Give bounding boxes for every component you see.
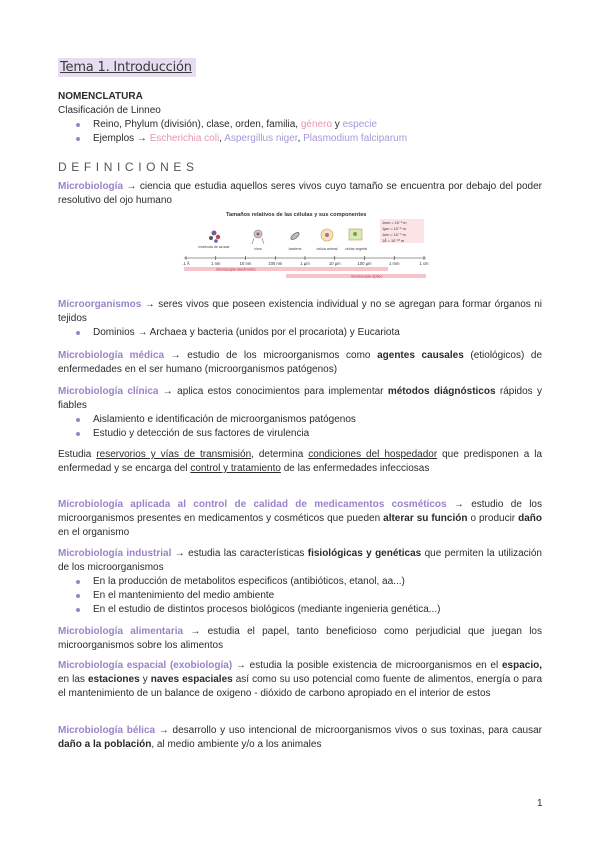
separator: ,	[297, 133, 304, 144]
list-item-text: Reino, Phylum (división), clase, orden, familia,	[93, 119, 301, 130]
paragraph-text: Estudia	[58, 449, 97, 460]
definition-text: que permiten la utilización de los microorganismos	[58, 548, 542, 573]
bold-text: daño	[518, 513, 543, 524]
page-number: 1	[537, 798, 543, 809]
definition-text: en el organismo	[58, 527, 130, 538]
definition-text: rápidos y fiables	[58, 386, 543, 411]
example-species: Aspergillus niger	[224, 133, 298, 144]
figure-label: célula vegetal	[345, 247, 367, 251]
figure-title: Tamaños relativos de las células y sus componentes	[226, 212, 367, 218]
calidad-definition	[58, 498, 542, 540]
electron-microscope-range	[184, 267, 388, 271]
alimentaria-definition	[58, 625, 542, 653]
term: Microbiología bélica	[58, 725, 156, 736]
definition-text: → estudia las características	[171, 548, 308, 559]
scale-tick-label: .1 Å	[182, 261, 190, 266]
term: Microbiología alimentaria	[58, 626, 184, 637]
definition-text: → estudia el papel, tanto beneficioso como perjudicial que juegan los microorganismos sobre los alimentos	[58, 626, 542, 651]
list-item: Aislamiento e identificación de microorganismos patógenos	[58, 413, 542, 427]
scale-tick-label: 100 µm	[357, 261, 372, 266]
definition-text: → aplica estos conocimientos para implementar	[158, 386, 388, 397]
bold-text: alterar su función	[383, 513, 468, 524]
list-item	[58, 132, 542, 146]
bold-text: naves espaciales	[150, 674, 233, 685]
list-item: Dominios → Archaea y bacteria (unidos por el procariota) y Eucariota	[58, 326, 542, 340]
example-species: Escherichia coli	[149, 133, 220, 144]
underlined-text: condiciones del hospedador	[308, 449, 438, 460]
scale-tick-label: 10 µm	[328, 261, 341, 266]
underlined-text: reservorios y vías de transmisión	[96, 449, 252, 460]
definition-text: → seres vivos que poseen existencia individual y no se agregan para formar órganos ni tejidos	[58, 299, 542, 324]
cell-size-figure	[176, 208, 430, 288]
definition-text: → estudia la posible existencia de microorganismos en el	[232, 660, 502, 671]
belica-definition	[58, 724, 542, 752]
nomenclatura-heading: NOMENCLATURA	[58, 91, 143, 102]
definiciones-heading: DEFINICIONES	[58, 160, 199, 174]
espacial-definition	[58, 659, 542, 701]
bold-text: espacio,	[501, 660, 542, 671]
clinica-definition	[58, 385, 542, 441]
scale-tick-label: 1 µm	[300, 261, 310, 266]
definition-text: o producir	[467, 513, 519, 524]
scale-tick-label: 1 nm	[211, 261, 221, 266]
electron-microscope-label: microscopio electrónico	[216, 267, 256, 272]
microorganismos-list	[58, 326, 542, 340]
optical-microscope-label: microscopio óptico	[351, 274, 383, 279]
figure-label: virus	[254, 247, 262, 251]
unit-line: 1mm = 10⁻³ m	[382, 221, 407, 225]
unit-line: 1Å = 10⁻¹⁰ m	[382, 239, 405, 243]
list-item-text: Ejemplos →	[93, 133, 150, 144]
paragraph-text: que predisponen a la enfermedad y se encarga del	[58, 449, 543, 474]
nomenclatura-list	[58, 118, 542, 146]
list-item: Estudio y detección de sus factores de virulencia	[58, 427, 542, 441]
list-item-text: y	[332, 119, 343, 130]
industrial-definition	[58, 547, 542, 617]
figure-label: molécula de azúcar	[198, 245, 230, 249]
separator: ,	[219, 133, 225, 144]
term: Microbiología aplicada al control de calidad de medicamentos cosméticos	[58, 499, 447, 510]
definition-text: → estudio de los microorganismos como	[164, 350, 378, 361]
clinica-list	[58, 413, 542, 441]
term: Microbiología espacial (exobiología)	[58, 660, 233, 671]
bold-text: agentes causales	[377, 350, 464, 361]
definition-text: , al medio ambiente y/o a los animales	[151, 739, 322, 750]
scale-tick-label: 100 nm	[268, 261, 283, 266]
figure-label: célula animal	[316, 247, 338, 251]
figure-label: bacteria	[288, 247, 302, 251]
example-species: Plasmodium falciparum	[303, 133, 408, 144]
definition-text: (etiológicos) de enfermedades en el ser humano (microorganismos patógenos)	[58, 350, 543, 375]
genero-term: género	[300, 119, 333, 130]
definition-text: en las	[58, 674, 88, 685]
medica-definition	[58, 349, 542, 377]
paragraph-text: , determina	[251, 449, 309, 460]
paragraph-text: de las enfermedades infecciosas	[280, 463, 430, 474]
definition-text: → desarrollo y uso intencional de microorganismos vivos o sus toxinas, para causar	[155, 725, 542, 736]
term: Microbiología industrial	[58, 548, 172, 559]
bold-text: estaciones	[87, 674, 140, 685]
definition-text: → ciencia que estudia aquellos seres vivos cuyo tamaño se encuentra por debajo del poder resolutivo del ojo humano	[58, 181, 542, 206]
term: Microorganismos	[58, 299, 142, 310]
term: Microbiología clínica	[58, 386, 159, 397]
definition-text: así como su uso potencial como fuente de alimentos, energía o para el mantenimiento de un balance de oxigeno - dióxido de carbono apropiado en el interior de estos	[58, 674, 543, 699]
list-item	[58, 118, 542, 132]
underlined-text: control y tratamiento	[190, 463, 281, 474]
page-title: Tema 1. Introducción	[58, 58, 196, 77]
list-item: En la producción de metabolitos especificos (antibióticos, etanol, aa...)	[58, 575, 542, 589]
term: Microbiología médica	[58, 350, 165, 361]
unit-line: 1µm = 10⁻⁶ m	[382, 227, 406, 231]
definition-text: y	[139, 674, 151, 685]
list-item: En el estudio de distintos procesos biológicos (mediante ingenieria genética...)	[58, 603, 542, 617]
list-item: En el mantenimiento del medio ambiente	[58, 589, 542, 603]
microbiologia-definition	[58, 180, 542, 208]
microorganismos-definition	[58, 298, 542, 340]
scale-tick-label: 1 mm	[389, 261, 400, 266]
unit-line: 1nm = 10⁻⁹ m	[382, 233, 406, 237]
animal-cell-illustration	[321, 229, 333, 241]
definition-text: → estudio de los microorganismos presentes en medicamentos y cosméticos que pueden	[58, 499, 542, 524]
estudia-paragraph	[58, 448, 542, 476]
bold-text: métodos diágnósticos	[387, 386, 496, 397]
units-legend	[380, 219, 424, 243]
scale-tick-label: 1 cm	[419, 261, 429, 266]
plant-cell-illustration	[349, 229, 362, 240]
scale-tick-label: 10 nm	[239, 261, 252, 266]
especie-term: especie	[342, 119, 378, 130]
term: Microbiología	[58, 181, 123, 192]
bold-text: fisiológicas y genéticas	[307, 548, 422, 559]
bold-text: daño a la población	[58, 739, 152, 750]
nomenclatura-subtitle: Clasificación de Linneo	[58, 105, 161, 116]
industrial-list	[58, 575, 542, 617]
nomenclatura-section	[58, 90, 542, 146]
